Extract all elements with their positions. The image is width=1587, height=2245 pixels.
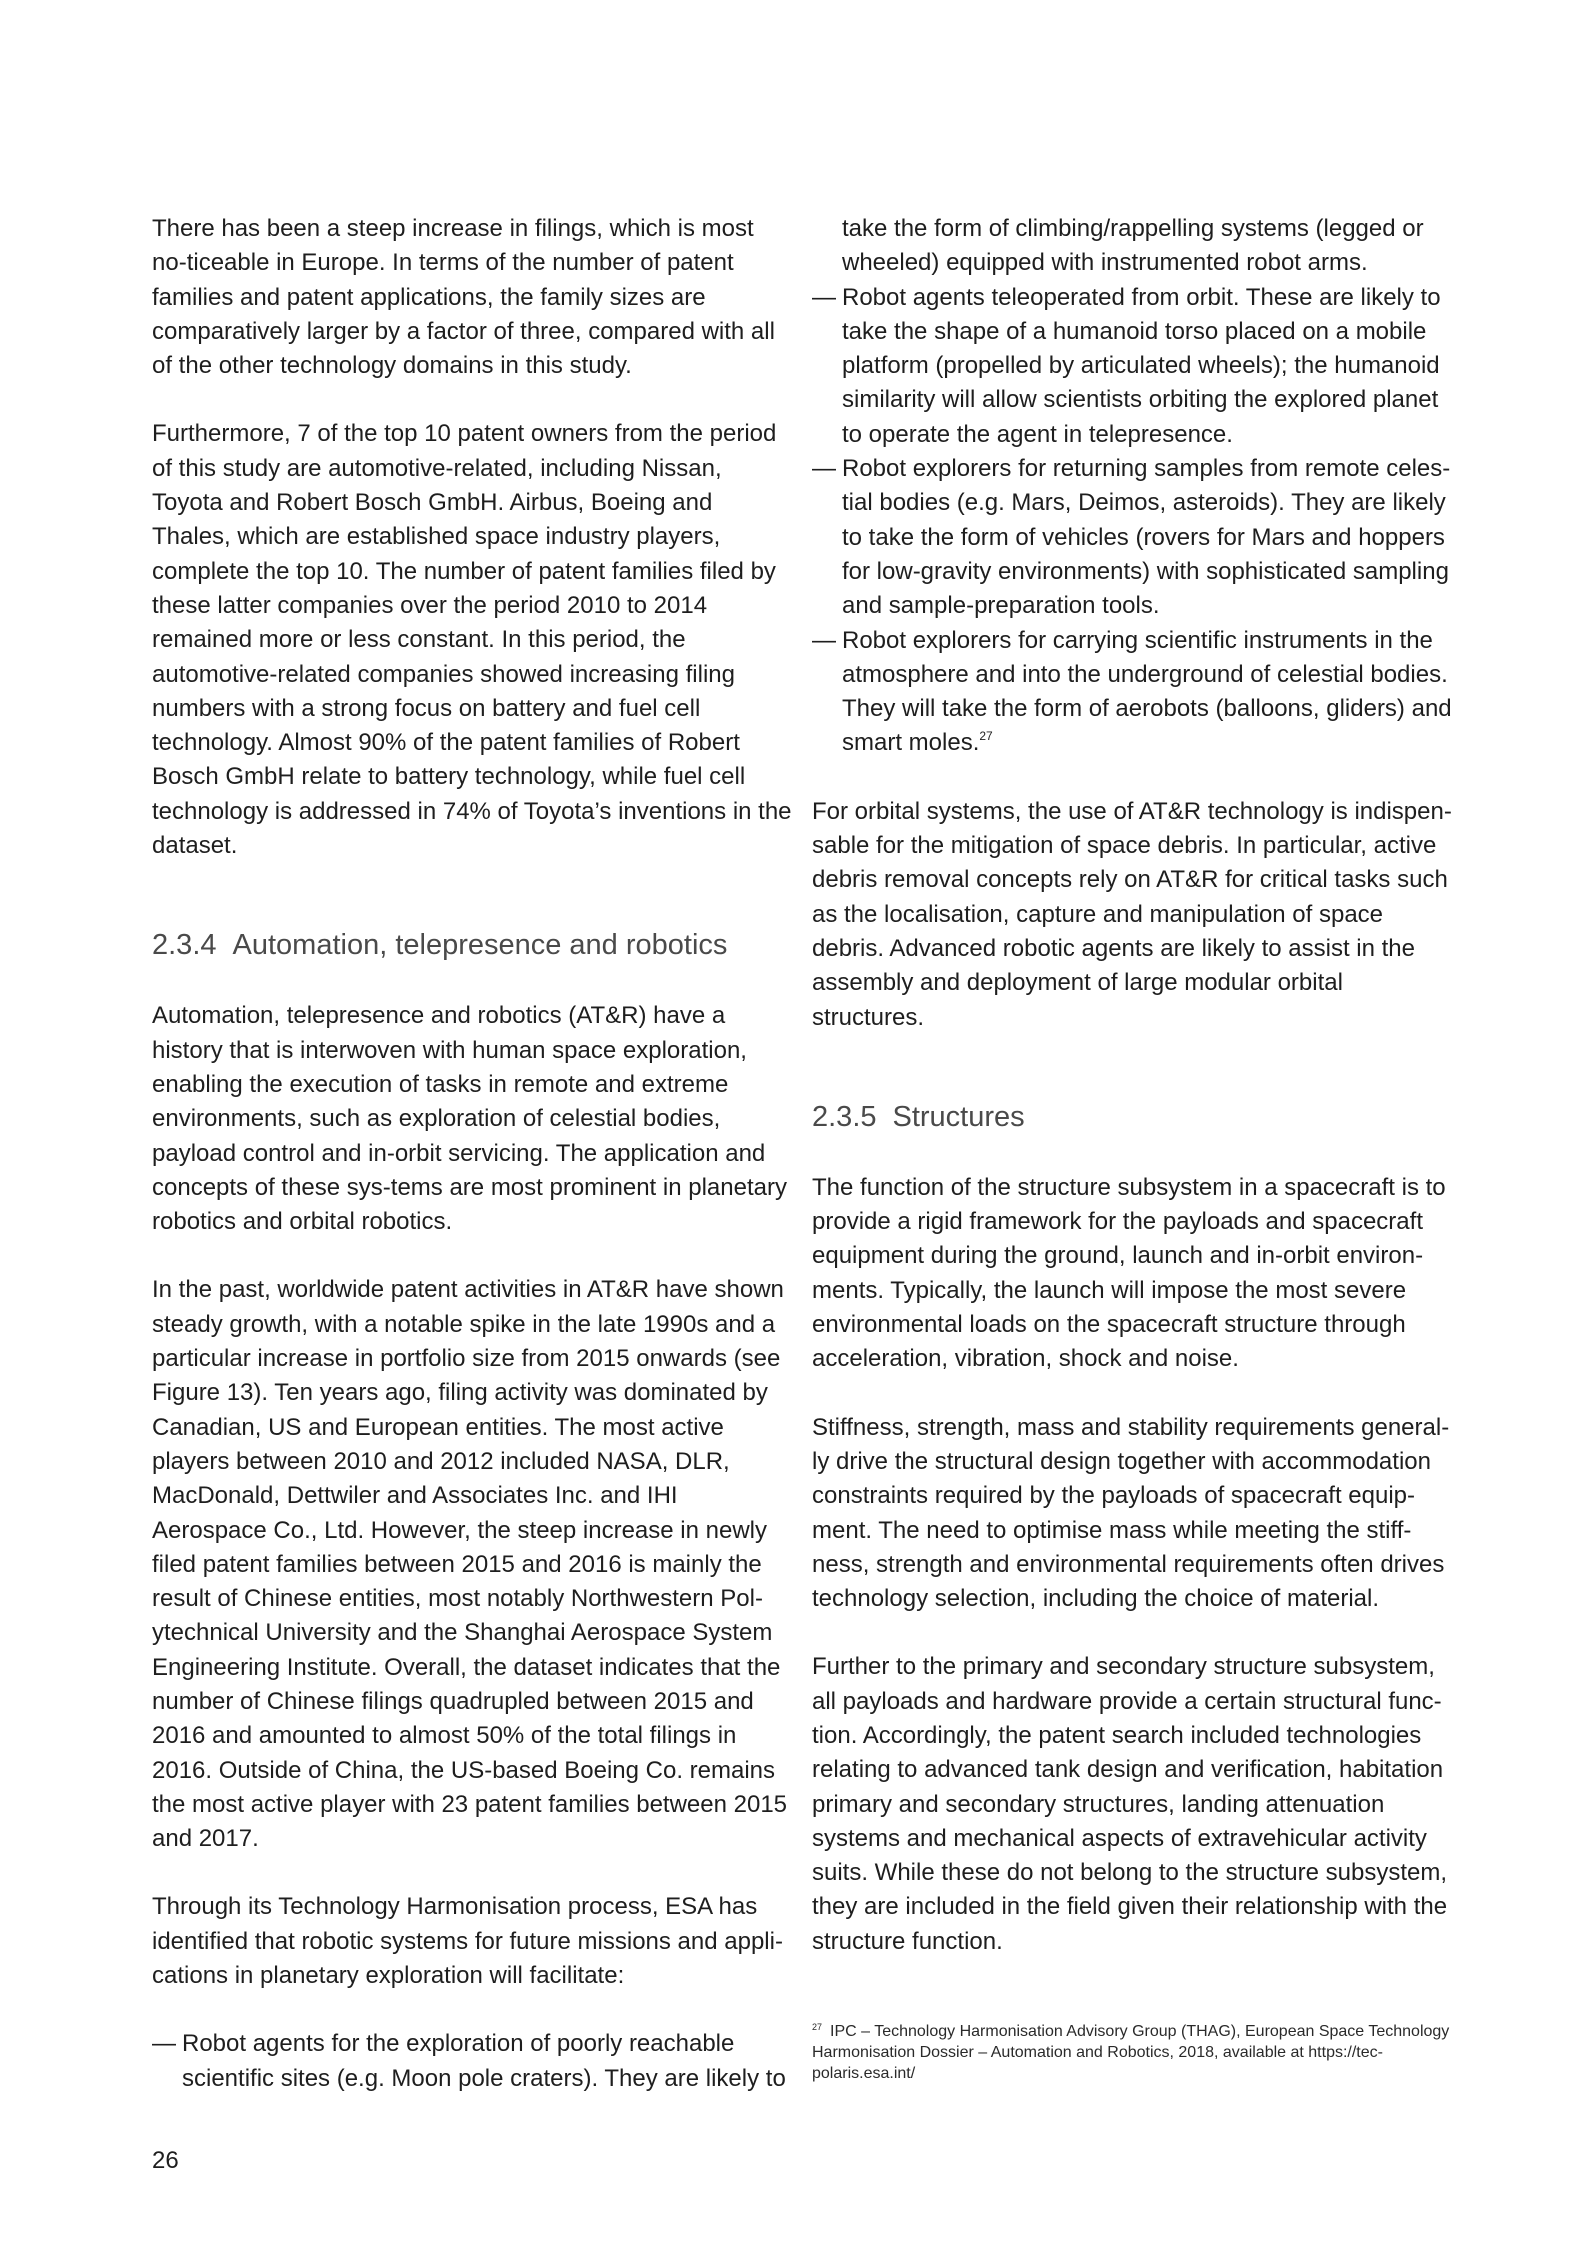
- list-item-text: Robot explorers for returning samples from remote celes-tial bodies (e.g. Mars, Deimos, asteroids). They are likely to take the form of vehicles (rovers for Mars and hoppers for low-gravity environments) with sophisticated sampling and sample-preparation tools.: [842, 455, 1451, 620]
- footnote-number: 27: [812, 2022, 823, 2033]
- section-heading-2-3-4: [152, 927, 792, 963]
- paragraph: Stiffness, strength, mass and stability requirements general-ly drive the structural design together with accommodation constraints required by the payloads of spacecraft equip-ment. The need to optimise mass while meeting the stiff-ness, strength and environmental requirements often drives technology selection, including the choice of material.: [812, 1413, 1450, 1613]
- dash-marker: —: [812, 626, 836, 654]
- paragraph: Through its Technology Harmonisation process, ESA has identified that robotic systems for future missions and appli-cations in planetary exploration will facilitate:: [152, 1893, 783, 1990]
- footnote-text: IPC – Technology Harmonisation Advisory Group (THAG), European Space Technology Harmonisation Dossier – Automation and Robotics, 2018, available at https://tec-polaris.esa.int/: [812, 2023, 1450, 2083]
- dash-marker: —: [152, 2030, 176, 2058]
- left-column: [152, 212, 792, 2130]
- list-item: [812, 624, 1452, 761]
- footnote: [812, 2021, 1452, 2084]
- paragraph: For orbital systems, the use of AT&R technology is indispen-sable for the mitigation of space debris. In particular, active debris removal concepts rely on AT&R for critical tasks such as the localisation, capture and manipulation of space debris. Advanced robotic agents are likely to assist in the assembly and deployment of large modular orbital structures.: [812, 797, 1452, 1031]
- list-item: [812, 281, 1452, 452]
- list-item: [152, 2027, 792, 2096]
- page-number: 26: [152, 2147, 179, 2174]
- paragraph: Furthermore, 7 of the top 10 patent owners from the period of this study are automotive-related, including Nissan, Toyota and Robert Bosch GmbH. Airbus, Boeing and Thales, which are established space industry players, complete the top 10. The number of patent families filed by these latter companies over the period 2010 to 2014 remained more or less constant. In this period, the automotive-related companies showed increasing filing numbers with a strong focus on battery and fuel cell technology. Almost 90% of the patent families of Robert Bosch GmbH relate to battery technology, while fuel cell technology is addressed in 74% of Toyota’s inventions in the dataset.: [152, 420, 792, 860]
- right-column: [812, 212, 1452, 2084]
- bullet-list: [152, 2027, 792, 2096]
- footnote-reference[interactable]: 27: [979, 729, 993, 744]
- list-item-text: Robot agents teleoperated from orbit. These are likely to take the shape of a humanoid torso placed on a mobile platform (propelled by articulated wheels); the humanoid similarity will allow scientists orbiting the explored planet to operate the agent in telepresence.: [842, 283, 1441, 448]
- paragraph: Further to the primary and secondary structure subsystem, all payloads and hardware provide a certain structural func-tion. Accordingly, the patent search included technologies relating to advanced tank design and verification, habitation primary and secondary structures, landing attenuation systems and mechanical aspects of extravehicular activity suits. While these do not belong to the structure subsystem, they are included in the field given their relationship with the structure function.: [812, 1653, 1448, 1955]
- paragraph: Automation, telepresence and robotics (AT&R) have a history that is interwoven with human space exploration, enabling the execution of tasks in remote and extreme environments, such as exploration of celestial bodies, payload control and in-orbit servicing. The application and concepts of these sys-tems are most prominent in planetary robotics and orbital robotics.: [152, 1002, 787, 1236]
- paragraph: The function of the structure subsystem in a spacecraft is to provide a rigid framework for the payloads and spacecraft equipment during the ground, launch and in-orbit environ-ments. Typically, the launch will impose the most severe environmental loads on the spacecraft structure through acceleration, vibration, shock and noise.: [812, 1173, 1446, 1373]
- list-item-continuation: take the form of climbing/rappelling systems (legged or wheeled) equipped with instrumented robot arms.: [842, 215, 1424, 277]
- section-number: 2.3.5: [812, 1100, 877, 1133]
- paragraph: There has been a steep increase in filings, which is most no-ticeable in Europe. In terms of the number of patent families and patent applications, the family sizes are comparatively larger by a factor of three, compared with all of the other technology domains in this study.: [152, 215, 775, 380]
- section-number: 2.3.4: [152, 929, 217, 962]
- list-item-text: Robot agents for the exploration of poorly reachable scientific sites (e.g. Moon pole craters). They are likely to: [182, 2030, 786, 2092]
- dash-marker: —: [812, 455, 836, 483]
- bullet-list: [812, 281, 1452, 761]
- list-item: [812, 452, 1452, 623]
- dash-marker: —: [812, 283, 836, 311]
- paragraph: In the past, worldwide patent activities in AT&R have shown steady growth, with a notable spike in the late 1990s and a particular increase in portfolio size from 2015 onwards (see Figure 13). Ten years ago, filing activity was dominated by Canadian, US and European entities. The most active players between 2010 and 2012 included NASA, DLR, MacDonald, Dettwiler and Associates Inc. and IHI Aerospace Co., Ltd. However, the steep increase in newly filed patent families between 2015 and 2016 is mainly the result of Chinese entities, most notably Northwestern Pol-ytechnical University and the Shanghai Aerospace System Engineering Institute. Overall, the dataset indicates that the number of Chinese filings quadrupled between 2015 and 2016 and amounted to almost 50% of the total filings in 2016. Outside of China, the US-based Boeing Co. remains the most active player with 23 patent families between 2015 and 2017.: [152, 1276, 788, 1853]
- section-title: Structures: [892, 1100, 1025, 1133]
- section-title: Automation, telepresence and robotics: [232, 929, 728, 962]
- section-heading-2-3-5: [812, 1099, 1452, 1135]
- list-item-text: Robot explorers for carrying scientific instruments in the atmosphere and into the underground of celestial bodies. They will take the form of aerobots (balloons, gliders) and smart moles.: [842, 626, 1452, 757]
